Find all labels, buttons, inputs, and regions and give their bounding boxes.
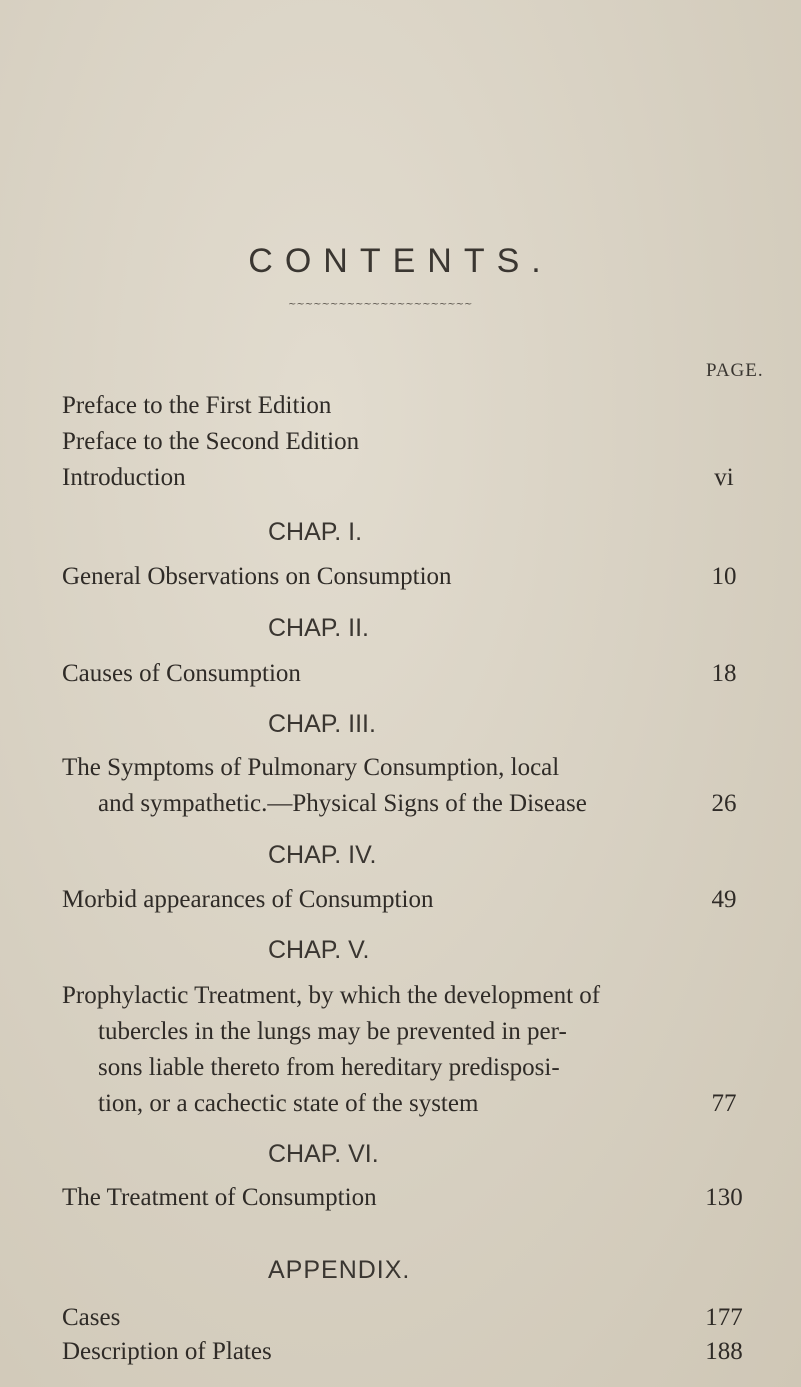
entry-appendix-plates: Description of Plates	[62, 1338, 272, 1365]
entry-chapter-5-line-3: sons liable thereto from hereditary predisposi-	[98, 1054, 560, 1081]
page-title: CONTENTS.	[248, 242, 553, 280]
appendix-heading: APPENDIX.	[268, 1256, 411, 1284]
entry-chapter-4-page: 49	[711, 886, 737, 913]
chapter-2-heading: CHAP. II.	[268, 614, 369, 642]
entry-chapter-3-line-2: and sympathetic.—Physical Signs of the Disease	[98, 790, 587, 817]
entry-introduction: Introduction	[62, 464, 186, 491]
chapter-5-heading: CHAP. V.	[268, 936, 370, 964]
entry-appendix-plates-page: 188	[705, 1338, 743, 1365]
page-column-heading: PAGE.	[706, 360, 764, 381]
entry-chapter-4: Morbid appearances of Consumption	[62, 886, 434, 913]
title-ornament: ~~~~~~~~~~~~~~~~~~~~~~	[288, 300, 473, 310]
entry-chapter-3-page: 26	[711, 790, 737, 817]
entry-chapter-1: General Observations on Consumption	[62, 563, 452, 590]
chapter-4-heading: CHAP. IV.	[268, 841, 377, 869]
entry-chapter-5-line-4: tion, or a cachectic state of the system	[98, 1090, 479, 1117]
entry-preface-second: Preface to the Second Edition	[62, 428, 360, 455]
chapter-1-heading: CHAP. I.	[268, 518, 363, 546]
entry-chapter-6-page: 130	[705, 1184, 743, 1211]
entry-introduction-page: vi	[714, 464, 734, 491]
chapter-6-heading: CHAP. VI.	[268, 1140, 379, 1168]
entry-appendix-cases: Cases	[62, 1304, 121, 1331]
entry-chapter-2-page: 18	[711, 660, 737, 687]
entry-chapter-1-page: 10	[711, 563, 737, 590]
entry-chapter-2: Causes of Consumption	[62, 660, 301, 687]
entry-chapter-6: The Treatment of Consumption	[62, 1184, 377, 1211]
entry-chapter-5-page: 77	[711, 1090, 737, 1117]
entry-chapter-5-line-2: tubercles in the lungs may be prevented in per-	[98, 1018, 567, 1045]
chapter-3-heading: CHAP. III.	[268, 710, 376, 738]
entry-chapter-3-line-1: The Symptoms of Pulmonary Consumption, local	[62, 754, 560, 781]
entry-chapter-5-line-1: Prophylactic Treatment, by which the development of	[62, 982, 601, 1009]
entry-preface-first: Preface to the First Edition	[62, 392, 332, 419]
entry-appendix-cases-page: 177	[705, 1304, 743, 1331]
